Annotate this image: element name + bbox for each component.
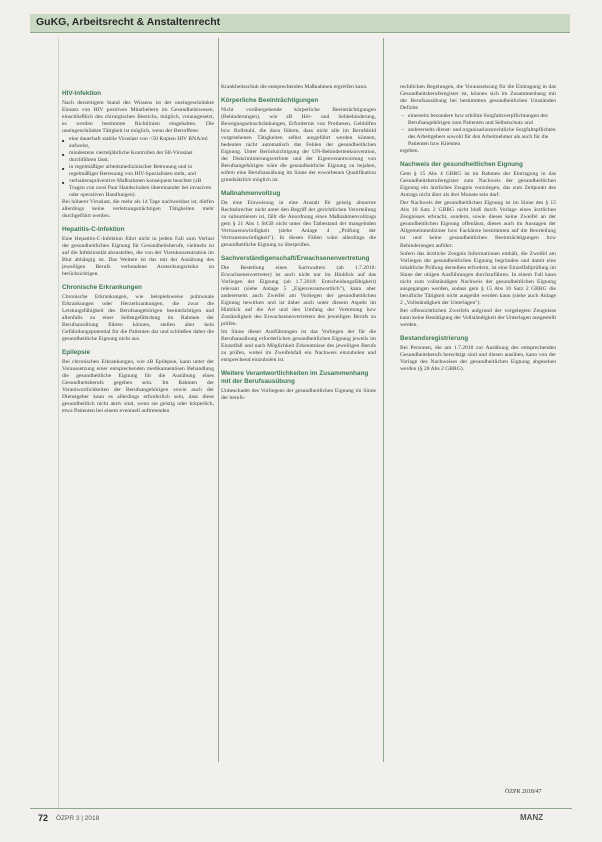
- section-heading: Nachweis der gesundheitlichen Eignung: [400, 161, 523, 169]
- publisher-logo: MANZ: [520, 813, 544, 822]
- footer-rule: [30, 808, 572, 809]
- issue-label: ÖZPR 3 | 2018: [56, 815, 100, 822]
- section-heading: Epilepsie: [62, 349, 91, 357]
- section-heading: Hepatitis-C-Infektion: [62, 226, 125, 234]
- list-item: ■ in regelmäßiger arbeitsmedizinischer Betreuung und in regelmäßiger Betreuung von HIV-Spezialisten steht, und: [69, 164, 214, 178]
- dash-list: [400, 113, 556, 148]
- paragraph: Im Sinne dieser Ausführungen ist das Vorliegen der für die Berufsausübung erforderlichen gesundheitlichen Eignung jeweils im Einzelfall und nach Möglichkeit Erkenntnisse des jeweiligen Berufs zu prüfen, wobei im Zweifelsfall ein Nachweis einzuholen und entsprechend einzuholen ist.: [221, 329, 376, 364]
- paragraph: Bei offensichtlichen Zweifeln aufgrund der vorgelegten Zeugnisse kann keine Bestätigung der Vollständigkeit der Unterlagen ausgestellt werden.: [400, 307, 556, 329]
- column-right: [400, 84, 556, 762]
- paragraph: Der Nachweis der gesundheitlichen Eignung ist im Sinne des § 15 Abs 10 Satz 2 GBRG nicht bloß durch Vorlage eines ärztlichen Zeugnisses erbracht, sondern, sowie dieses keine Zweifel an der gesundheitlichen Eignung offenlässt, dieses auch im Aussagen der Allgemeinmediziner bzw Fachärzte bestimmten auf die Beurteilung ist und keine gesundheitlichen Beeinträchtigungen bzw Behinderungen auführt.: [400, 200, 556, 249]
- list-item: ■ eine dauerhaft stabile Viruslast von <50 Kopien HIV RNA/ml aufweist,: [69, 136, 214, 150]
- section-heading: Sachverständigenschaft/Erwachsenenvertretung: [221, 255, 370, 263]
- bullet-list: [62, 136, 214, 199]
- paragraph: Sofern das ärztliche Zeugnis Informationen enthält, die Zweifel am Vorliegen der gesundheitlichen Eignung begründen und damit eine inhaltliche Prüfung derselben erfordern, ist eine Einzelfallprüfung im Sinne der obigen Ausführungen durchzuführen. In einem Fall kann nicht zum vollständigen Nachweis der gesundheitlichen Eignung ausgegangen werden, sodass gem § 15 Abs 10 Satz 2 GBRG die berufliche Tätigkeit nicht ausgeübt werden kann (siehe auch Anlage 2 „Vollständigkeit der Unterlagen").: [400, 250, 556, 306]
- paragraph: Bei chronischen Erkrankungen, wie zB Epilepsie, kann unter der Voraussetzung einer entsprechenden medikamentösen Behandlung die gesundheitliche Eignung für die Ausübung eines Gesundheitsberufs gegeben sein. Im Rahmen der Verantwortlichkeiten der Berufsangehörigen sowie auch der Dienstgeber kann es allerdings erforderlich sein, dass diese gesundheitlich nicht aktiv sind, wenn sie geistig oder körperlich, etwa Patienten bei einem eventuell auftretenden: [62, 358, 214, 415]
- paragraph: Die Bestellung eines Sachwalters (ab 1.7.2018: Erwachsenenvertreter) ist auch nicht nur im Hinblick auf das Vorliegen der Eignung (ab 1.7.2018: Entscheidungsfähigkeit) relevant (siehe Anlage 5 „Eigenverantwortlich"), kann aber andererseits auch Zweifel am Vorliegen der gesundheitlichen Eignung bewirken und ist daher auch unter diesem Aspekt im Hinblick auf die Art und den Umfang der Vertretung bzw Zuständigkeit des Erwachsenenvertreters des jeweiligen Berufs zu prüfen.: [221, 264, 376, 328]
- list-item: – andererseits dienst- und organisationsrechtliche Sorgfaltspflichten des Arbeitgebers sowohl für den Arbeitnehmer als auch für die Patienten bzw Klienten: [408, 127, 556, 148]
- list-item: – einerseits besondere bzw erhöhte Sorgfaltsverpflichtungen des Berufsangehörigen zum Patienten und Selbstschutz und: [408, 113, 556, 127]
- paragraph: Bei höherer Viruslast, die mehr als 14 Tage nachweisbar ist, dürfen allerdings keine verletzungsträchtigen Tätigkeiten mehr durchgeführt werden.: [62, 199, 214, 220]
- column-middle: [221, 84, 376, 762]
- left-margin: [30, 38, 59, 808]
- paragraph: rechtlichen Regelungen, die Voraussetzung für die Eintragung in das Gesundheitsberuferegister ist, können sich im Zusammenhang mit der Berufsausübung bei bestimmten gesundheitlichen Umständen Defizite: [400, 84, 556, 112]
- article-reference: ÖZPR 2018/47: [505, 789, 542, 795]
- paragraph: Gem § 15 Abs 4 GBRG ist im Rahmen der Eintragung in das Gesundheitsberuferegister zum Nachweis der gesundheitlichen Eignung ein ärztliches Zeugnis vorzulegen, das zum Zeitpunkt des Antrags nicht älter als drei Monate sein darf.: [400, 171, 556, 199]
- section-heading: HIV-Infektion: [62, 90, 102, 97]
- section-heading: Chronische Erkrankungen: [62, 284, 142, 292]
- paragraph: Da eine Einweisung in eine Anstalt für geistig abnorme Rechtsbrecher nicht unter den Begriff der gerichtlichen Verurteilung zu subsumieren ist, fällt die Anordnung eines Maßnahmenvollzugs gem § 21 Abs 1 StGB nicht unter den Tatbestand der mangelnden Vertrauenswürdigkeit (siehe Anlage 4 „Prüfung der Vertrauenswürdigkeit"). In diesen Fällen wäre allerdings die gesundheitliche Eignung zu überprüfen.: [221, 199, 376, 249]
- section-heading: Maßnahmenvollzug: [221, 190, 281, 198]
- section-heading: Bestandsregistrierung: [400, 335, 469, 343]
- section-heading: Weitere Verantwortlichkeiten im Zusammenhang mit der Berufsausübung: [221, 370, 369, 385]
- paragraph: Chronische Erkrankungen, wie beispielsweise pulmonale Erkrankungen oder Herzerkrankungen, die zwar die Leistungsfähigkeit des Berufsangehörigen beeinträchtigen und allenfalls zu einer Selbstgefährdung im Rahmen der Berufsausübung führen können, stellen aber kein Gefährdungspotential für die Patienten dar und schließen daher die gesundheitliche Eignung nicht aus.: [62, 293, 214, 343]
- column-left: [62, 84, 214, 762]
- column-divider: [383, 38, 384, 762]
- paragraph: Nach derzeitigem Stand des Wissens ist der uneingeschränkte Einsatz von HIV positiven Mitarbeitern im Gesundheitswesen, einschließlich des chirurgischen Bereichs, möglich, vorausgesetzt, es werden bestimmte Richtlinien eingehalten. Die uneingeschränkte Tätigkeit ist möglich, wenn der Betroffene:: [62, 99, 214, 134]
- paragraph: Bei Personen, die am 1.7.2018 zur Ausübung des entsprechenden Gesundheitsberufs berechtigt sind und diesen ausüben, kann von der Vorlage des Nachweises der gesundheitlichen Eignung abgesehen werden (§ 28 Abs 2 GBRG).: [400, 344, 556, 372]
- column-divider: [218, 38, 219, 762]
- section-heading: Körperliche Beeinträchtigungen: [221, 97, 319, 105]
- paragraph: Eine Hepatitis-C-Infektion führt nicht in jedem Fall zum Verlust der gesundheitlichen Eignung für Gesundheitsberufe, vielmehr ist auf die Infektiosität abzustellen, die von der Virenkonzentration im Blut abhängig ist. Das Weitere ist das mit der Ausübung des jeweiligen Berufs verbundene Ansteckungsrisiko zu berücksichtigen.: [62, 235, 214, 278]
- paragraph: Nicht vorübergehende körperliche Beeinträchtigungen (Behinderungen), wie zB Hör- und Sehbehinderung, Bewegungseinschränkungen, Erfordernis von Prothesen, Gehhilfen bzw Rollstuhl, die dazu führen, dass nicht alle im Berufsbild vorgesehenen Tätigkeiten selbst ausgeführt werden können, bedeuten nicht automatisch das Fehlen der gesundheitlichen Eignung. Unter Berücksichtigung der UN-Behindertenkonvention, der Diskriminierungsverbote und der Eigenverantwortung von Berufsangehörigen wäre die gesundheitliche Eignung zu bejahen, sofern eine Berufsausübung im Sinne der erworbenen Qualifikation grundsätzlich möglich ist.: [221, 106, 376, 184]
- paragraph: Krankheitsschub die entsprechenden Maßnahmen ergreifen kann.: [221, 84, 368, 90]
- paragraph: ergeben.: [400, 148, 419, 155]
- running-header: GuKG, Arbeitsrecht & Anstaltenrecht: [36, 16, 221, 28]
- paragraph: Unbeschadet des Vorliegens der gesundheitlichen Eignung im Sinne der berufs-: [221, 387, 376, 401]
- list-item: ■ mindestens vierteljährliche Kontrollen der HI-Viruslast durchführen lässt,: [69, 150, 214, 164]
- page-number: 72: [38, 813, 49, 823]
- list-item: ■ verhaltenspräventive Maßnahmen konsequent beachtet (zB Tragen von zwei Paar Handschuhen übereinander bei invasiven oder operativen Handlungen).: [69, 178, 214, 199]
